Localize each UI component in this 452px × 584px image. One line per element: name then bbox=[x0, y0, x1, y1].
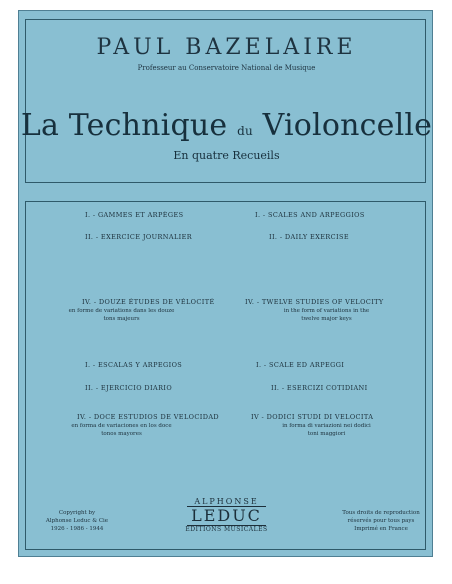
title-part1: La Technique bbox=[20, 108, 238, 143]
english-volume-4-sub1: in the form of variations in the bbox=[283, 308, 370, 314]
italian-volume-4-sub1: in forma di variazioni nei dodici bbox=[282, 423, 371, 429]
copyright-line-2: Alphonse Leduc & Cie bbox=[45, 518, 109, 524]
author-name: PAUL BAZELAIRE bbox=[96, 35, 357, 60]
italian-volume-4: IV - DODICI STUDI DI VELOCITA bbox=[251, 413, 374, 421]
spanish-volume-4-sub1: en forma de variaciones en los doce bbox=[71, 423, 172, 429]
italian-volume-1: I. - SCALE ED ARPEGGI bbox=[256, 361, 345, 369]
italian-volume-2: II. - ESERCIZI COTIDIANI bbox=[271, 384, 368, 392]
publisher-top: ALPHONSE bbox=[194, 497, 259, 506]
author-subtitle: Professeur au Conservatoire National de Musique bbox=[137, 64, 316, 72]
spanish-volume-4-sub2: tonos mayores bbox=[101, 431, 142, 437]
title-part2: Violoncelle bbox=[252, 108, 433, 143]
rights-line-1: Tous droits de reproduction bbox=[342, 510, 420, 516]
italian-volume-4-sub2: toni maggiori bbox=[307, 431, 346, 437]
english-volume-4-sub2: twelve major keys bbox=[301, 316, 352, 322]
publisher-subtitle: ÉDITIONS MUSICALES bbox=[185, 526, 268, 533]
english-volume-2: II. - DAILY EXERCISE bbox=[269, 233, 350, 241]
english-volume-4: IV. - TWELVE STUDIES OF VELOCITY bbox=[245, 298, 384, 306]
spanish-volume-2: II. - EJERCICIO DIARIO bbox=[85, 384, 173, 392]
copyright-line-1: Copyright by bbox=[58, 510, 96, 516]
french-volume-4-sub2: tons majeurs bbox=[103, 316, 140, 322]
title-du: du bbox=[237, 124, 253, 138]
french-volume-4-sub1: en forme de variations dans les douze bbox=[68, 308, 175, 314]
spanish-volume-1: I. - ESCALAS Y ARPEGIOS bbox=[85, 361, 183, 369]
spanish-volume-4: IV. - DOCE ESTUDIOS DE VELOCIDAD bbox=[77, 413, 220, 421]
book-subtitle: En quatre Recueils bbox=[173, 149, 280, 162]
book-title bbox=[19, 108, 434, 143]
publisher-name: LEDUC bbox=[187, 506, 266, 526]
cover bbox=[18, 10, 433, 557]
french-volume-2: II. - EXERCICE JOURNALIER bbox=[85, 233, 193, 241]
rights-line-2: réservés pour tous pays bbox=[347, 518, 415, 524]
rights-line-3: Imprimé en France bbox=[354, 526, 408, 532]
french-volume-4: IV. - DOUZE ÉTUDES DE VÉLOCITÉ bbox=[82, 298, 215, 306]
english-volume-1: I. - SCALES AND ARPEGGIOS bbox=[255, 211, 365, 219]
french-volume-1: I. - GAMMES ET ARPÈGES bbox=[85, 211, 184, 219]
rights-notice bbox=[331, 509, 431, 533]
copyright-line-3: 1926 - 1986 - 1944 bbox=[50, 526, 104, 532]
